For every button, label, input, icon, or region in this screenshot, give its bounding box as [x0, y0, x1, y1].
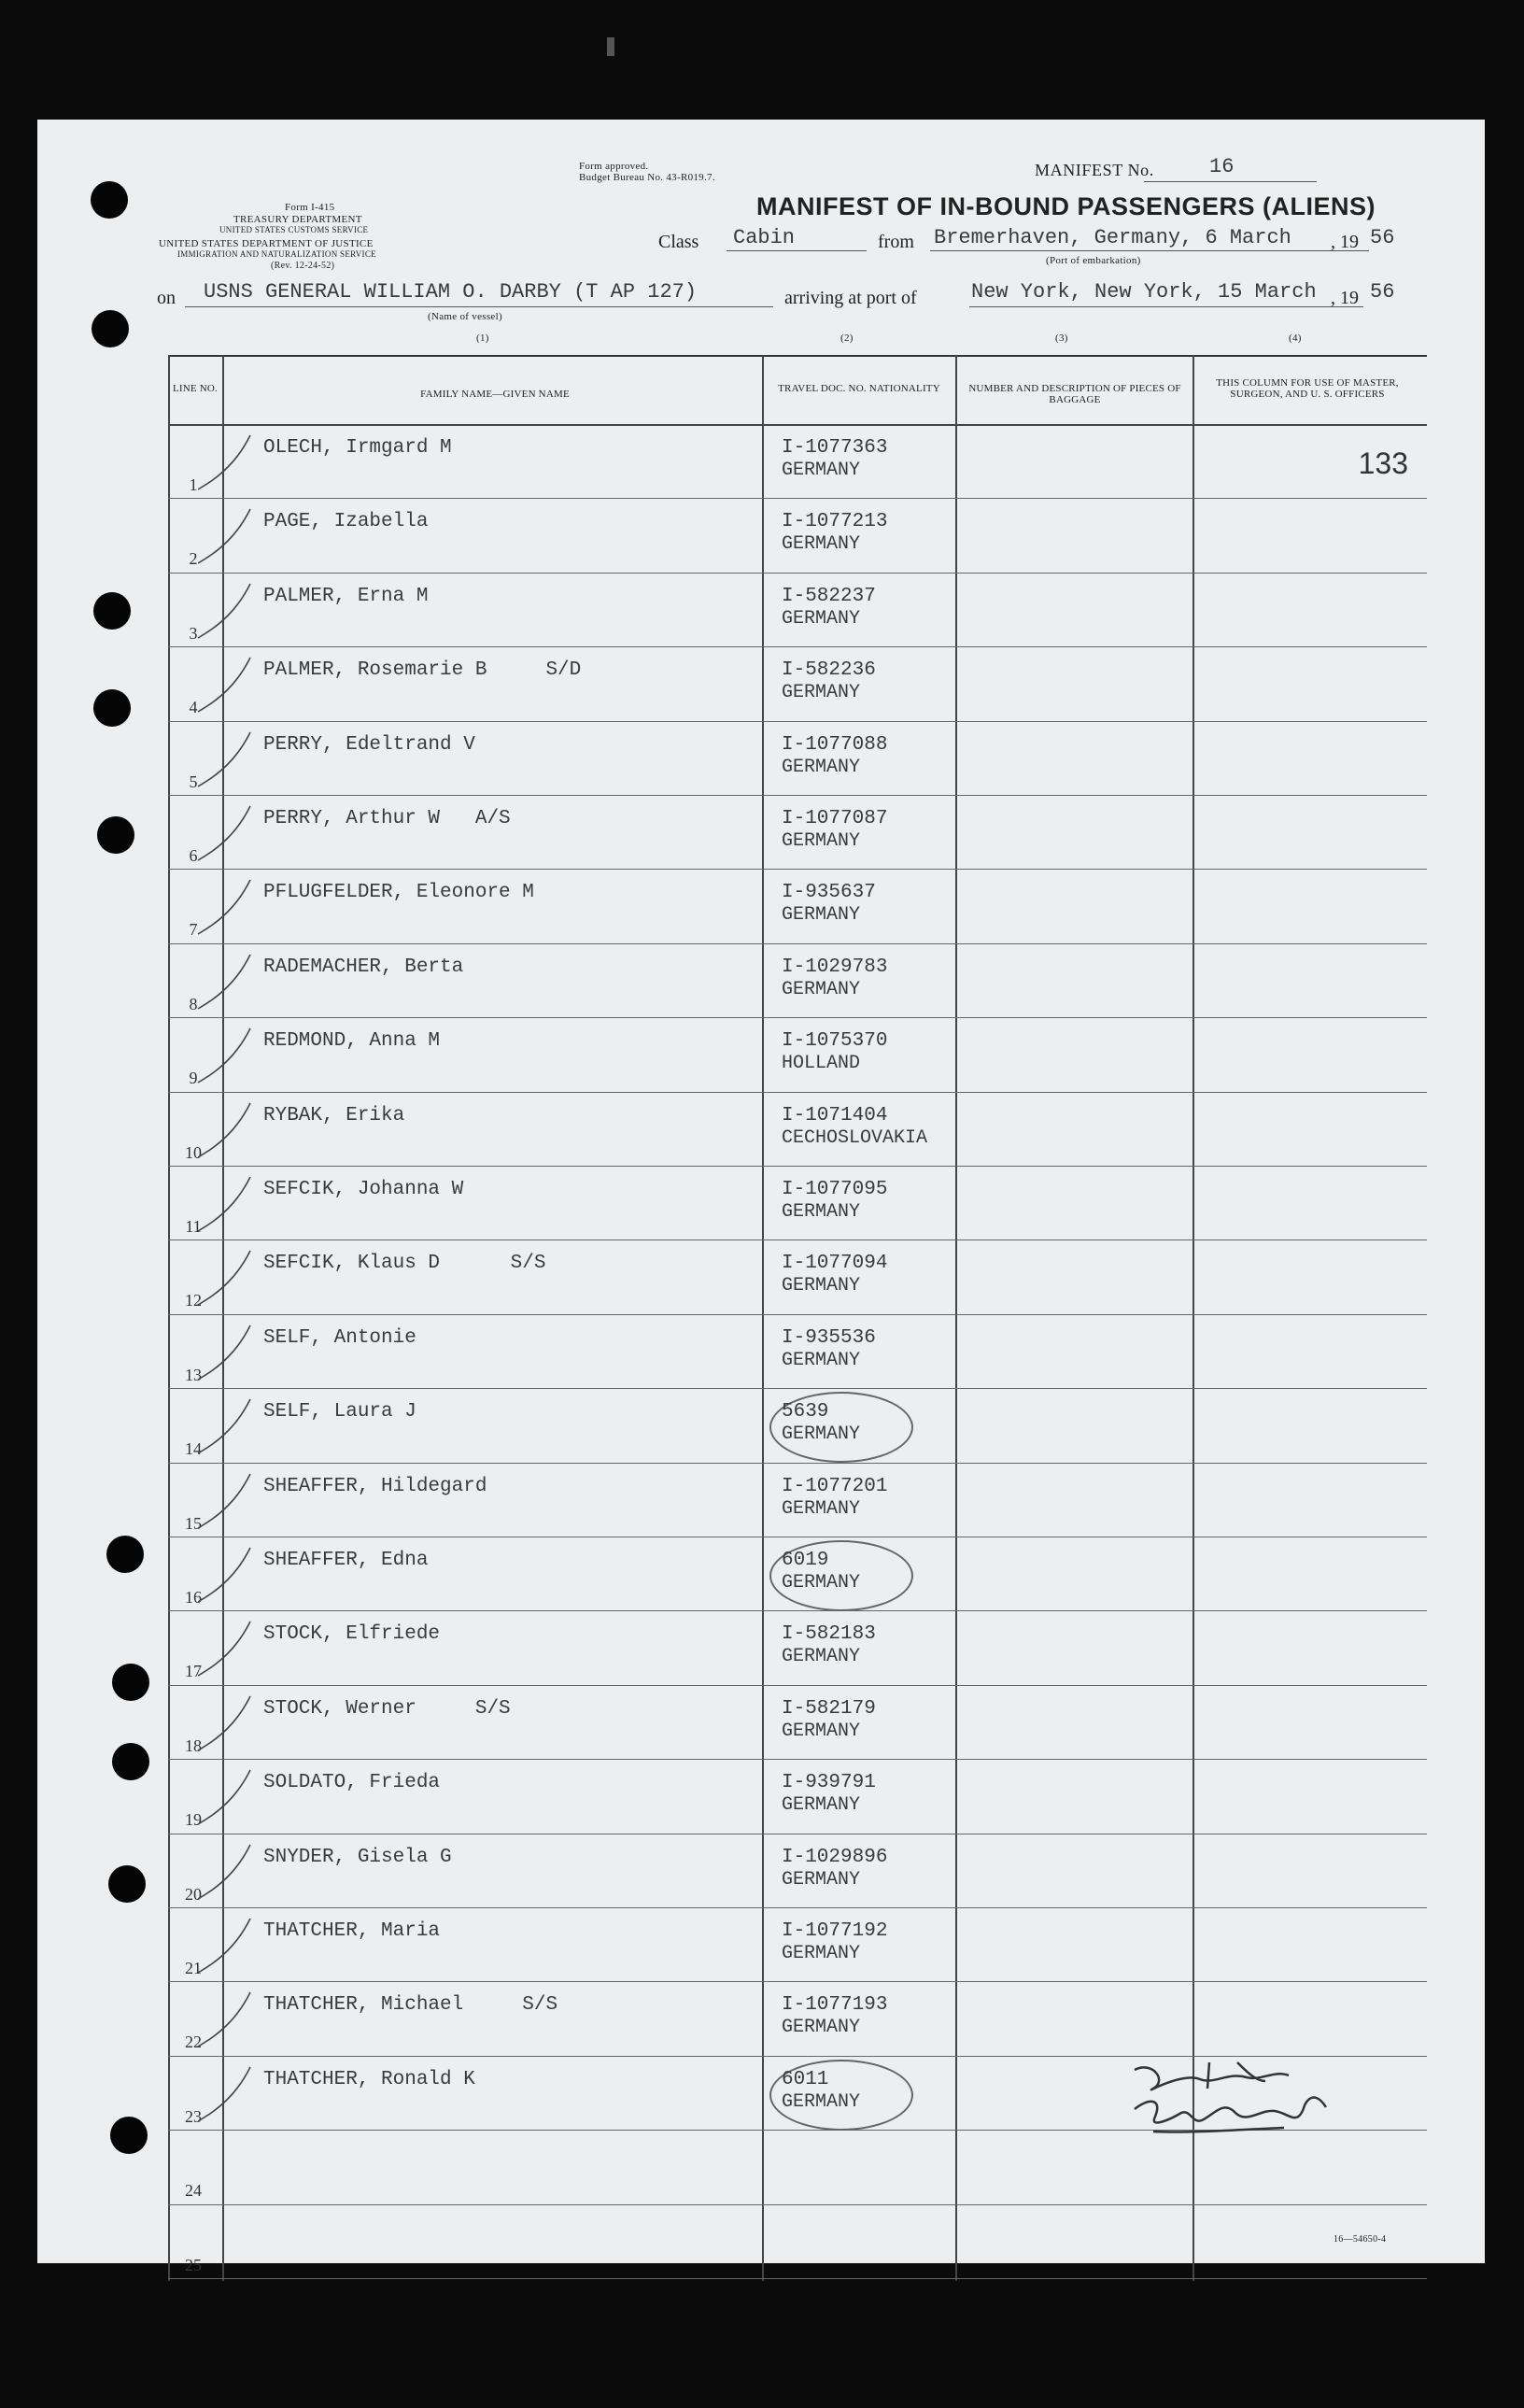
line-number: 4 [189, 698, 198, 717]
travel-doc-number: I-1077088 [782, 733, 888, 756]
line-number: 5 [189, 772, 198, 791]
row-divider [168, 1685, 1427, 1686]
table-row [168, 1687, 1427, 1760]
dept-customs: UNITED STATES CUSTOMS SERVICE [219, 225, 369, 234]
row-divider [168, 2278, 1427, 2279]
passenger-name: RADEMACHER, Berta [263, 956, 464, 978]
row-divider [168, 1610, 1427, 1611]
travel-doc-number: 6019 [782, 1550, 829, 1571]
passenger-name: PALMER, Erna M [263, 585, 429, 607]
col-num-4: (4) [1289, 333, 1302, 344]
travel-doc-number: I-1077213 [782, 511, 888, 533]
form-revision: (Rev. 12-24-52) [271, 261, 335, 271]
vessel-name: USNS GENERAL WILLIAM O. DARBY (T AP 127) [204, 280, 698, 304]
header-travel-doc: TRAVEL DOC. NO. NATIONALITY [778, 383, 940, 394]
passenger-name: STOCK, Werner S/S [263, 1697, 511, 1720]
line-number: 22 [185, 2033, 202, 2052]
passenger-name: RYBAK, Erika [263, 1104, 405, 1126]
vessel-caption: (Name of vessel) [428, 311, 502, 322]
col-num-2: (2) [840, 333, 854, 344]
line-number: 8 [189, 994, 198, 1013]
table-row [168, 1168, 1427, 1240]
table-row [168, 1538, 1427, 1611]
line-number: 3 [189, 623, 198, 643]
nationality: GERMANY [782, 2017, 861, 2039]
punch-hole [93, 689, 131, 727]
footer-code: 16—54650-4 [1334, 2234, 1387, 2245]
travel-doc-number: I-1029896 [782, 1846, 888, 1868]
line-number: 13 [185, 1365, 202, 1384]
travel-doc-number: I-1077087 [782, 808, 888, 829]
line-number: 24 [185, 2181, 202, 2201]
arriving-label: arriving at port of [784, 288, 917, 308]
line-number: 23 [185, 2106, 202, 2126]
line-number: 18 [185, 1735, 202, 1755]
nationality: GERMANY [782, 607, 861, 630]
embarkation-year: 56 [1370, 226, 1395, 249]
row-divider [168, 943, 1427, 944]
nationality: GERMANY [782, 460, 861, 481]
nationality: GERMANY [782, 1275, 861, 1297]
travel-doc-number: I-1077363 [782, 437, 888, 459]
row-divider [168, 721, 1427, 722]
check-mark-icon [196, 1693, 252, 1760]
punch-hole [91, 181, 128, 219]
scan-mark [607, 37, 614, 56]
punch-hole [93, 592, 131, 630]
table-row [168, 871, 1427, 943]
row-divider [168, 498, 1427, 499]
table-row [168, 1909, 1427, 1982]
line-number: 6 [189, 846, 198, 865]
check-mark-icon [196, 1395, 252, 1463]
line-number: 19 [185, 1810, 202, 1830]
line-number: 9 [189, 1069, 198, 1088]
nationality: GERMANY [782, 978, 861, 1000]
punch-hole [106, 1536, 144, 1573]
table-row [168, 1094, 1427, 1167]
passenger-name: OLECH, Irmgard M [263, 437, 452, 459]
row-divider [168, 1759, 1427, 1760]
check-mark-icon [196, 1247, 252, 1314]
passenger-name: THATCHER, Michael S/S [263, 1994, 558, 2017]
punch-hole [112, 1664, 149, 1701]
punch-hole [108, 1865, 146, 1903]
port-caption: (Port of embarkation) [1046, 255, 1141, 266]
nationality: GERMANY [782, 1868, 861, 1891]
table-row [168, 797, 1427, 870]
check-mark-icon [196, 1989, 252, 2056]
header-name: FAMILY NAME—GIVEN NAME [420, 389, 570, 400]
check-mark-icon [196, 1099, 252, 1167]
header-line-no: LINE NO. [172, 383, 219, 394]
punch-hole [110, 2117, 148, 2154]
nationality: GERMANY [782, 756, 861, 778]
row-divider [168, 1388, 1427, 1389]
nationality: GERMANY [782, 1943, 861, 1964]
arrival-year: 56 [1370, 280, 1395, 304]
check-mark-icon [196, 951, 252, 1018]
passenger-name: THATCHER, Ronald K [263, 2068, 475, 2090]
travel-doc-number: I-1077201 [782, 1475, 888, 1497]
inspector-signature [1097, 2044, 1405, 2156]
passenger-name: SEFCIK, Johanna W [263, 1179, 464, 1200]
arrival-year-prefix: , 19 [1331, 288, 1359, 308]
travel-doc-number: I-939791 [782, 1772, 876, 1794]
passenger-name: SNYDER, Gisela G [263, 1846, 452, 1868]
row-divider [168, 1239, 1427, 1240]
line-number: 21 [185, 1959, 202, 1977]
travel-doc-number: I-582179 [782, 1697, 876, 1720]
line-number: 20 [185, 1884, 202, 1904]
line-number: 11 [185, 1217, 202, 1236]
check-mark-icon [196, 432, 252, 499]
line-number: 15 [185, 1513, 202, 1533]
passenger-name: PFLUGFELDER, Eleonore M [263, 882, 534, 904]
nationality: HOLLAND [782, 1053, 861, 1075]
line-number: 7 [189, 920, 198, 940]
travel-doc-number: I-1029783 [782, 956, 888, 978]
row-divider [168, 2204, 1427, 2205]
travel-doc-number: I-1077095 [782, 1179, 888, 1200]
travel-doc-number: I-935536 [782, 1326, 876, 1349]
check-mark-icon [196, 1322, 252, 1389]
table-row [168, 1390, 1427, 1463]
row-divider [168, 646, 1427, 647]
embarkation-value: Bremerhaven, Germany, 6 March [934, 226, 1291, 249]
check-mark-icon [196, 1915, 252, 1982]
passenger-table [168, 355, 1427, 2281]
row-divider [168, 1092, 1427, 1093]
travel-doc-number: I-1071404 [782, 1104, 888, 1126]
row-divider [168, 1166, 1427, 1167]
line-number: 10 [185, 1142, 202, 1162]
table-row [168, 723, 1427, 796]
travel-doc-number: 5639 [782, 1401, 829, 1424]
nationality: GERMANY [782, 1572, 861, 1594]
check-mark-icon [196, 1766, 252, 1834]
check-mark-icon [196, 2063, 252, 2131]
table-row [168, 1316, 1427, 1389]
dept-justice: UNITED STATES DEPARTMENT OF JUSTICE [159, 238, 374, 249]
line-number: 12 [185, 1291, 202, 1310]
check-mark-icon [196, 1173, 252, 1240]
row-divider [168, 1981, 1427, 1982]
table-row [168, 574, 1427, 647]
travel-doc-number: I-1075370 [782, 1030, 888, 1053]
on-label: on [157, 288, 176, 308]
manifest-page [37, 120, 1485, 2274]
nationality: GERMANY [782, 1646, 861, 1668]
nationality: GERMANY [782, 1497, 861, 1520]
line-number: 2 [189, 549, 198, 569]
check-mark-icon [196, 802, 252, 870]
table-row [168, 1465, 1427, 1537]
check-mark-icon [196, 654, 252, 721]
nationality: GERMANY [782, 904, 861, 927]
travel-doc-number: I-1077192 [782, 1920, 888, 1942]
row-divider [168, 1907, 1427, 1908]
col-num-3: (3) [1055, 333, 1068, 344]
punch-hole [92, 310, 129, 347]
check-mark-icon [196, 1618, 252, 1685]
table-row [168, 1835, 1427, 1908]
travel-doc-number: I-582236 [782, 659, 876, 682]
table-row [168, 1761, 1427, 1834]
travel-doc-number: I-582183 [782, 1623, 876, 1646]
row-divider [168, 1017, 1427, 1018]
line-number: 1 [189, 475, 198, 494]
officer-note: 133 [1358, 446, 1408, 480]
travel-doc-number: I-935637 [782, 882, 876, 904]
class-label: Class [658, 232, 699, 252]
passenger-name: PAGE, Izabella [263, 511, 429, 533]
check-mark-icon [196, 1841, 252, 1908]
table-row [168, 426, 1427, 499]
form-number: Form I-415 [285, 202, 335, 213]
check-mark-icon [196, 1544, 252, 1611]
line-number: 17 [185, 1662, 202, 1681]
table-row [168, 945, 1427, 1018]
manifest-title: MANIFEST OF IN-BOUND PASSENGERS (ALIENS) [756, 192, 1376, 220]
col-num-1: (1) [476, 333, 489, 344]
passenger-name: SOLDATO, Frieda [263, 1772, 441, 1794]
form-approved: Form approved. [579, 161, 649, 172]
table-row [168, 1019, 1427, 1092]
passenger-name: SELF, Antonie [263, 1326, 416, 1349]
travel-doc-number: I-1077193 [782, 1994, 888, 2017]
nationality: GERMANY [782, 1720, 861, 1742]
header-officers: THIS COLUMN FOR USE OF MASTER, SURGEON, AND U. S. OFFICERS [1216, 377, 1399, 400]
nationality: CECHOSLOVAKIA [782, 1126, 928, 1149]
punch-hole [112, 1743, 149, 1780]
passenger-name: SHEAFFER, Edna [263, 1550, 429, 1571]
line-number: 14 [185, 1439, 202, 1459]
nationality: GERMANY [782, 1349, 861, 1371]
row-divider [168, 1314, 1427, 1315]
arrival-port-value: New York, New York, 15 March [971, 280, 1317, 304]
passenger-name: SEFCIK, Klaus D S/S [263, 1253, 546, 1275]
manifest-no-label: MANIFEST No. [1035, 161, 1154, 179]
travel-doc-number: I-582237 [782, 585, 876, 607]
class-value: Cabin [733, 226, 796, 249]
check-mark-icon [196, 505, 252, 573]
passenger-name: PERRY, Edeltrand V [263, 733, 475, 756]
manifest-no-value: 16 [1209, 155, 1235, 178]
row-divider [168, 1463, 1427, 1464]
table-row [168, 500, 1427, 573]
passenger-name: STOCK, Elfriede [263, 1623, 441, 1646]
travel-doc-number: I-1077094 [782, 1253, 888, 1275]
check-mark-icon [196, 1025, 252, 1092]
nationality: GERMANY [782, 682, 861, 704]
dept-treasury: TREASURY DEPARTMENT [233, 214, 362, 225]
passenger-name: THATCHER, Maria [263, 1920, 441, 1942]
table-row [168, 2206, 1427, 2279]
check-mark-icon [196, 1470, 252, 1537]
passenger-name: REDMOND, Anna M [263, 1030, 441, 1053]
nationality: GERMANY [782, 830, 861, 852]
table-row [168, 1612, 1427, 1685]
check-mark-icon [196, 729, 252, 796]
check-mark-icon [196, 580, 252, 647]
row-divider [168, 795, 1427, 796]
nationality: GERMANY [782, 533, 861, 556]
nationality: GERMANY [782, 1201, 861, 1223]
nationality: GERMANY [782, 1794, 861, 1817]
line-number: 25 [185, 2255, 202, 2274]
passenger-name: PERRY, Arthur W A/S [263, 808, 511, 829]
punch-hole [97, 816, 134, 854]
passenger-name: SHEAFFER, Hildegard [263, 1475, 487, 1497]
table-row [168, 648, 1427, 721]
passenger-name: PALMER, Rosemarie B S/D [263, 659, 582, 682]
travel-doc-number: 6011 [782, 2068, 829, 2090]
from-label: from [878, 232, 914, 252]
header-baggage: NUMBER AND DESCRIPTION OF PIECES OF BAGGAGE [968, 383, 1181, 405]
row-divider [168, 573, 1427, 574]
table-row [168, 1241, 1427, 1314]
nationality: GERMANY [782, 1424, 861, 1446]
year-prefix: , 19 [1331, 232, 1359, 252]
dept-ins: IMMIGRATION AND NATURALIZATION SERVICE [177, 249, 376, 259]
check-mark-icon [196, 876, 252, 943]
passenger-name: SELF, Laura J [263, 1401, 416, 1424]
nationality: GERMANY [782, 2090, 861, 2113]
row-divider [168, 869, 1427, 870]
budget-bureau: Budget Bureau No. 43-R019.7. [579, 172, 715, 183]
line-number: 16 [185, 1588, 202, 1607]
